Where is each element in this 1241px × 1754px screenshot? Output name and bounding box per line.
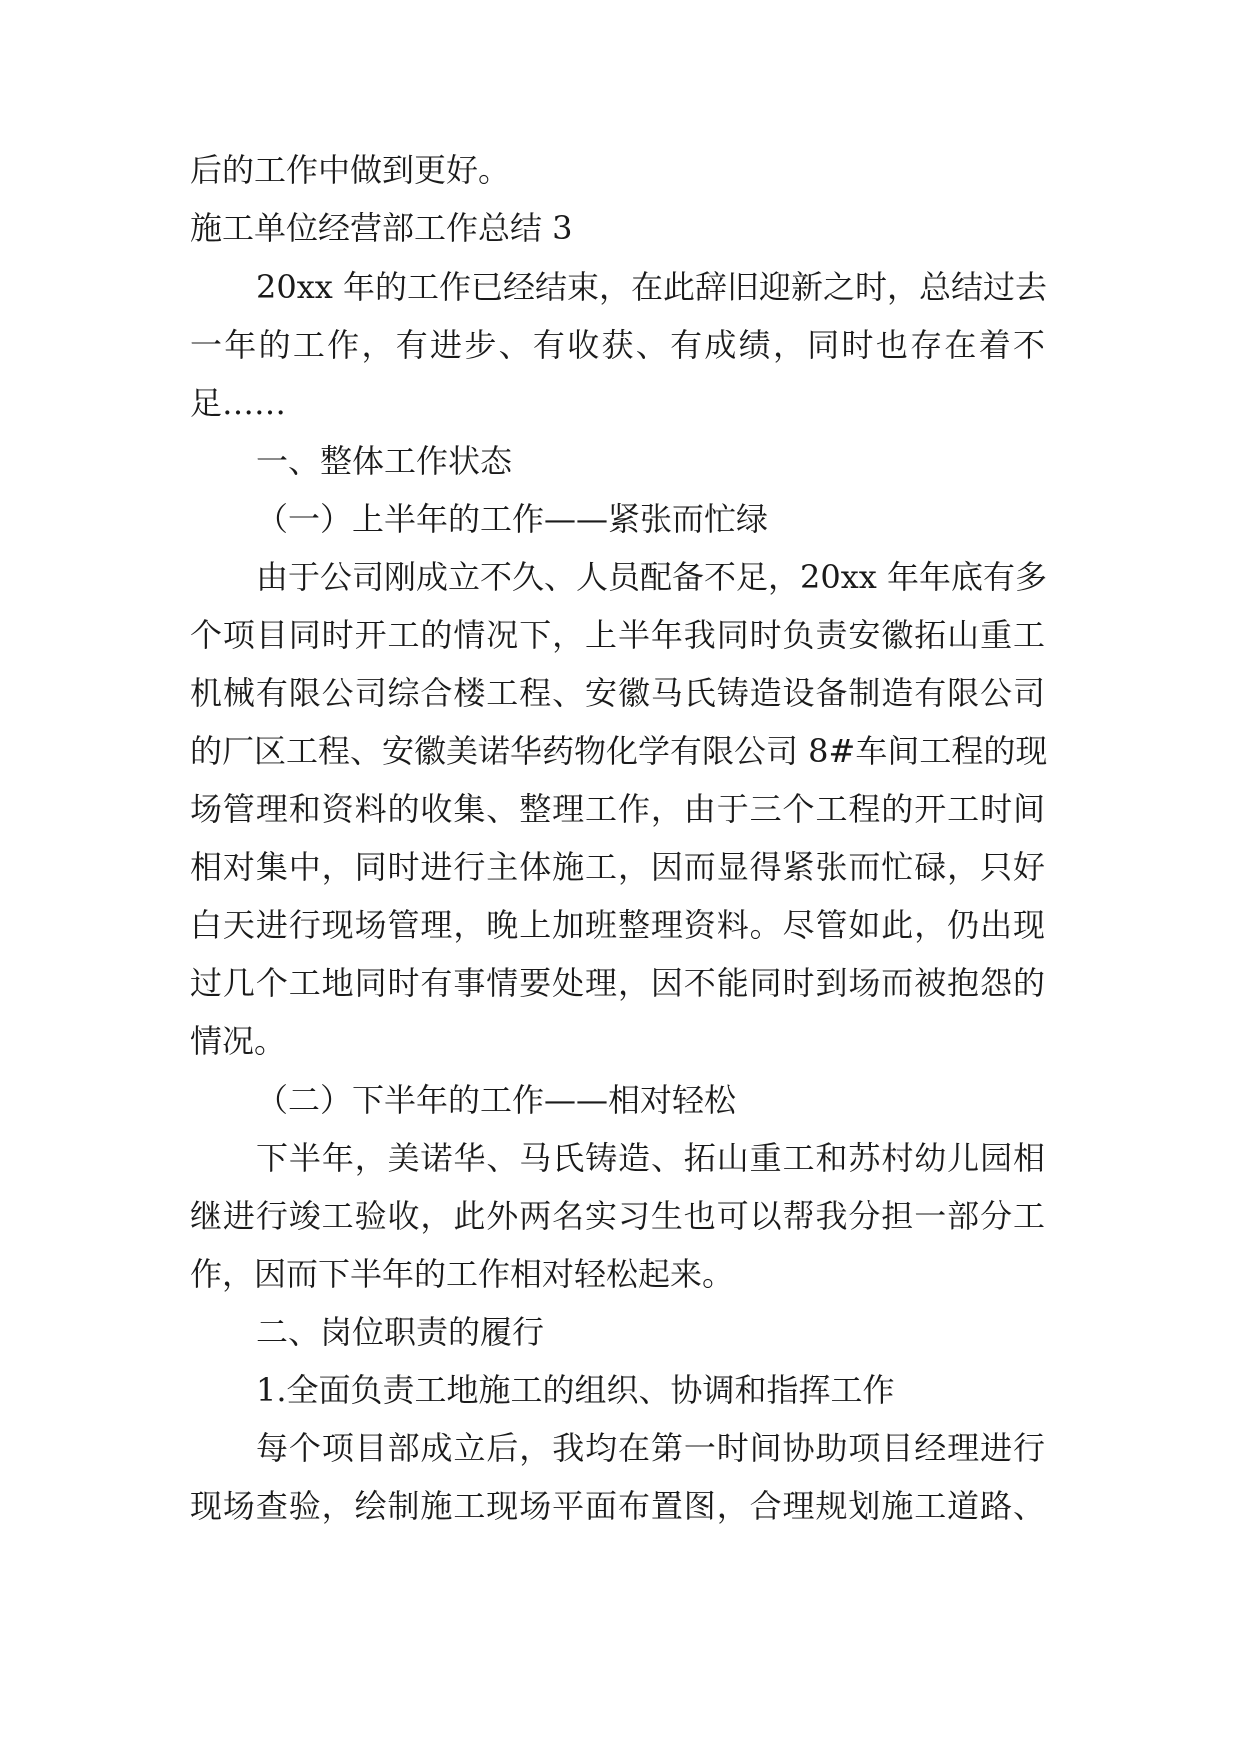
heading-level-2: （一）上半年的工作——紧张而忙绿	[256, 500, 769, 538]
paragraph-line: 的厂区工程、安徽美诺华药物化学有限公司 8#车间工程的现	[190, 732, 1048, 770]
heading-level-2: （二）下半年的工作——相对轻松	[256, 1081, 737, 1119]
paragraph-line: 足……	[190, 384, 287, 422]
paragraph-line: 现场查验，绘制施工现场平面布置图，合理规划施工道路、	[190, 1487, 1045, 1525]
paragraph-line: 相对集中，同时进行主体施工，因而显得紧张而忙碌，只好	[190, 848, 1045, 886]
heading-level-1: 二、岗位职责的履行	[256, 1313, 545, 1351]
heading-level-1: 一、整体工作状态	[256, 442, 513, 480]
paragraph-line: 由于公司刚成立不久、人员配备不足，20xx 年年底有多	[256, 558, 1047, 596]
section-title: 施工单位经营部工作总结 3	[190, 209, 573, 247]
paragraph-line: 继进行竣工验收，此外两名实习生也可以帮我分担一部分工	[190, 1197, 1045, 1235]
paragraph-line: 白天进行现场管理，晚上加班整理资料。尽管如此，仍出现	[190, 906, 1045, 944]
paragraph-line: 情况。	[190, 1022, 287, 1060]
heading-level-3: 1.全面负责工地施工的组织、协调和指挥工作	[256, 1371, 895, 1409]
paragraph-line: 个项目同时开工的情况下，上半年我同时负责安徽拓山重工	[190, 616, 1045, 654]
paragraph-line: 机械有限公司综合楼工程、安徽马氏铸造设备制造有限公司	[190, 674, 1045, 712]
paragraph-line: 20xx 年的工作已经结束，在此辞旧迎新之时，总结过去	[256, 268, 1047, 306]
paragraph-line: 过几个工地同时有事情要处理，因不能同时到场而被抱怨的	[190, 964, 1045, 1002]
paragraph-line: 场管理和资料的收集、整理工作，由于三个工程的开工时间	[190, 790, 1045, 828]
paragraph-line: 下半年，美诺华、马氏铸造、拓山重工和苏村幼儿园相	[256, 1139, 1045, 1177]
paragraph-line: 作，因而下半年的工作相对轻松起来。	[190, 1255, 735, 1293]
paragraph-line: 一年的工作，有进步、有收获、有成绩，同时也存在着不	[190, 326, 1045, 364]
body-text-line: 后的工作中做到更好。	[190, 151, 511, 189]
paragraph-line: 每个项目部成立后，我均在第一时间协助项目经理进行	[256, 1429, 1045, 1467]
